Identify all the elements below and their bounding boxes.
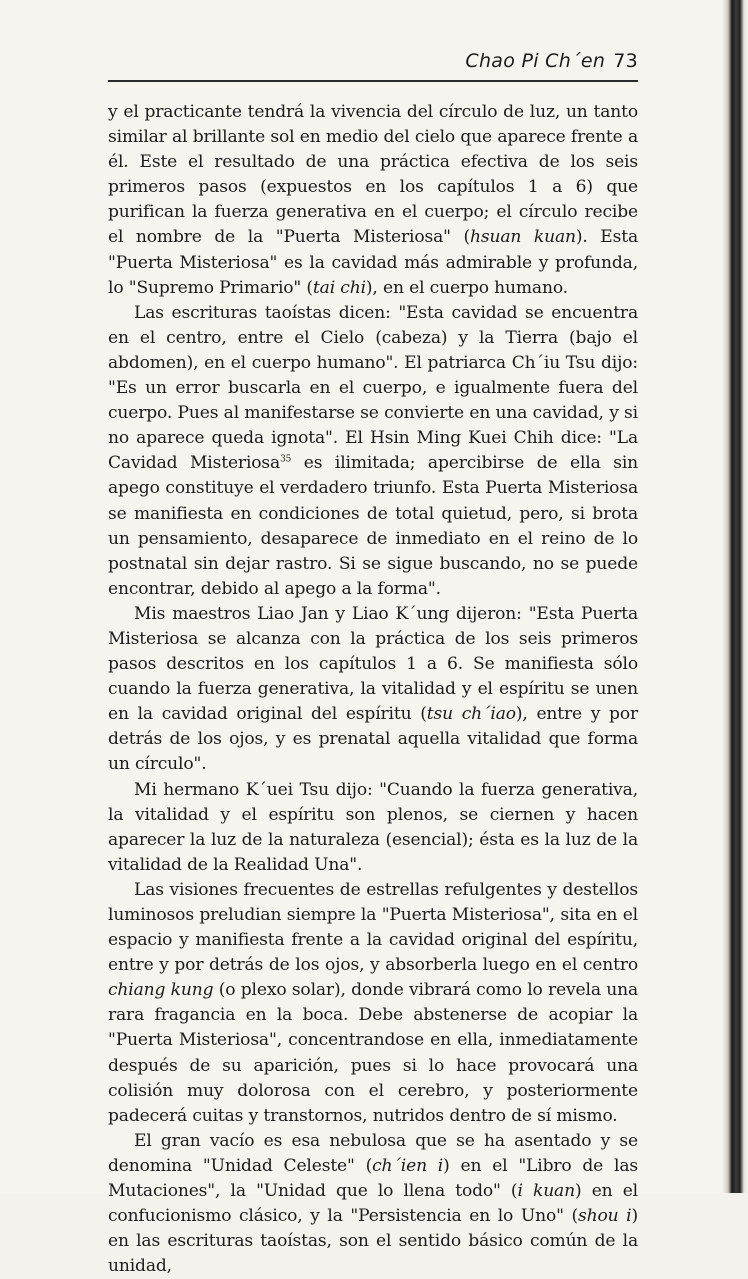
text-run: ) en el "Libro de las Mutaciones", la "Unidad que lo llena todo" ( (108, 1155, 638, 1202)
text-run: ). Esta "Puerta Misteriosa" es la cavidad más admirable y profunda, lo "Supremo Primario" ( (108, 227, 638, 298)
running-head (465, 50, 638, 72)
italic-term: tai chi (312, 277, 366, 298)
italic-term: hsuan kuan (470, 227, 576, 248)
paragraph (108, 1129, 638, 1279)
text-run: es ilimitada; apercibirse de ella sin apego constituye el verdadero triunfo. Esta Puerta Misteriosa se manifiesta en condiciones de total quietud, pero, si brota un pensamiento, desaparece de inmediato en el reino de lo postnatal sin dejar rastro. Si se sigue buscando, no se puede encontrar, debido al apego a la forma". (108, 453, 638, 599)
paragraph (108, 878, 638, 1129)
text-run: El gran vacío es esa nebulosa que se ha asentado y se denomina "Unidad Celeste" ( (108, 1130, 638, 1176)
page-header (108, 50, 638, 84)
paragraph (108, 778, 638, 878)
text-run: y el practicante tendrá la vivencia del círculo de luz, un tanto similar al brillante sol en medio del cielo que aparece frente a él. Este el resultado de una práctica efectiva de los seis primeros pasos (expuestos en los capítulos 1 a 6) que purifican la fuerza generativa en el cuerpo; el círculo recibe el nombre de la "Puerta Misteriosa" ( (108, 102, 638, 248)
paragraph (108, 100, 638, 301)
text-run: Mis maestros Liao Jan y Liao K´ung dijeron: "Esta Puerta Misteriosa se alcanza con la práctica de los seis primeros pasos descritos en los capítulos 1 a 6. Se manifiesta sólo cuando la fuerza generativa, la vitalidad y el espíritu se unen en la cavidad original del espíritu ( (108, 603, 638, 725)
paragraph (108, 602, 638, 778)
text-run: Las escrituras taoístas dicen: "Esta cavidad se encuentra en el centro, entre el Cielo (cabeza) y la Tierra (bajo el abdomen), en el cuerpo humano". El patriarca Ch´iu Tsu dijo: "Es un error buscarla en el cuerpo, e igualmente fuera del cuerpo. Pues al manifestarse se convierte en una cavidad, y si no aparece queda ignota". El Hsin Ming Kuei Chih dice: "La Cavidad Misteriosa (108, 302, 638, 474)
italic-term: tsu ch´iao (426, 704, 516, 725)
text-run: ), entre y por detrás de los ojos, y es prenatal aquella vitalidad que forma un círculo". (108, 704, 638, 775)
body-text (108, 100, 638, 1279)
text-run: ) en las escrituras taoístas, son el sentido básico común de la unidad, (108, 1206, 638, 1277)
running-title: Chao Pi Ch´en (465, 50, 606, 72)
text-run: ) en el confucionismo clásico, y la "Persistencia en lo Uno" ( (108, 1181, 639, 1227)
italic-term: ch´ien i (372, 1155, 444, 1176)
text-run: ), en el cuerpo humano. (365, 277, 568, 298)
text-run: Mi hermano K´uei Tsu dijo: "Cuando la fuerza generativa, la vitalidad y el espíritu son plenos, se ciernen y hacen aparecer la luz de la naturaleza (esencial); ésta es la luz de la vitalidad de la Realidad Una". (108, 779, 638, 875)
paragraph (108, 301, 638, 602)
text-run: (o plexo solar), donde vibrará como lo revela una rara fragancia en la boca. Debe abstenerse de acopiar la "Puerta Misteriosa", concentrandose en ella, inmediatamente después de su aparición, pues si lo hace provocará una colisión muy dolorosa con el cerebro, y posteriormente padecerá cuitas y transtornos, nutridos dentro de sí mismo. (108, 980, 638, 1126)
italic-term: shou i (578, 1206, 632, 1227)
header-rule (108, 80, 638, 82)
page-binding-edge (722, 0, 748, 1193)
italic-term: i kuan (517, 1181, 575, 1202)
italic-term: chiang kung (108, 980, 214, 1001)
page-number: 73 (613, 50, 638, 72)
text-run: Las visiones frecuentes de estrellas refulgentes y destellos luminosos preludian siempre la "Puerta Misteriosa", sita en el espacio y manifiesta frente a la cavidad original del espíritu, entre y por detrás de los ojos, y absorberla luego en el centro (108, 879, 638, 976)
footnote-ref: 35 (280, 454, 292, 465)
